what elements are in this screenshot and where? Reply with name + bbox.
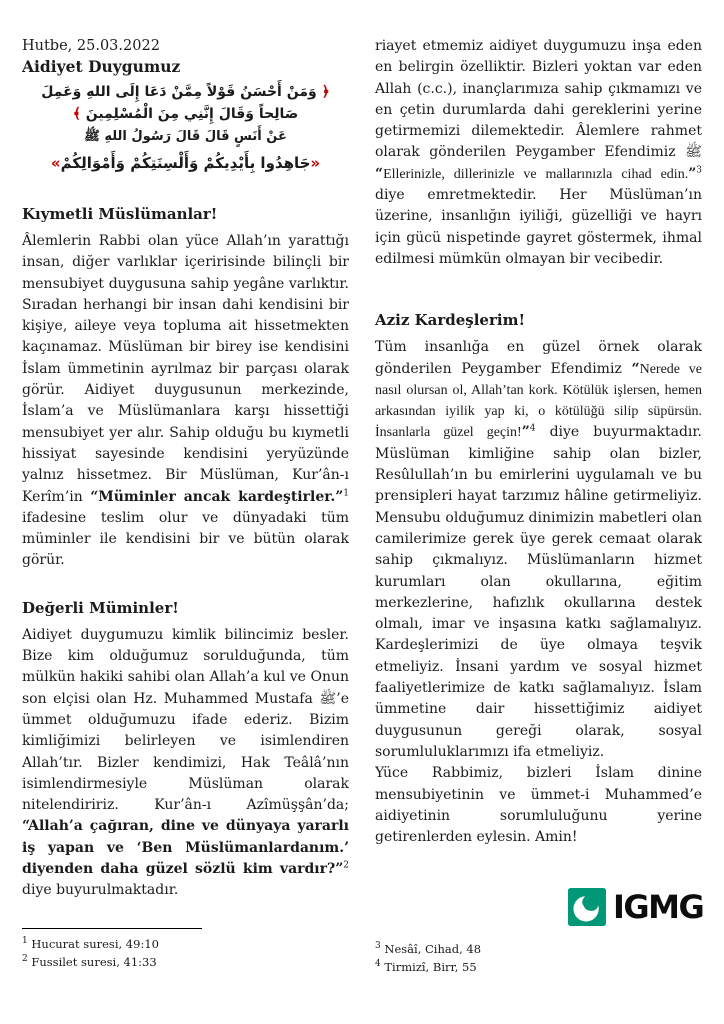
footnote-text: Nesâî, Cihad, 48 bbox=[384, 942, 482, 956]
footnote bbox=[22, 954, 202, 972]
section-paragraph: Âlemlerin Rabbi olan yüce Allah’ın yarattığı insan, diğer varlıklar içeririsinde bilinçli bir mensubiyet duygusuna sahip yegâne varlıktır. Sıradan herhangi bir insan dahi kendisini bir kişiye, aileye veya topluma ait hissetmekten kaçınamaz. Müslüman bir birey ise kendisini İslam ümmetinin ayrılmaz bir parçası olarak görür. Aidiyet duygusunun merkezinde, İslam’a ve Müslümanlara karşı hissettiği mensubiyet yer alır. Sahip olduğu bu kıymetli hissiyat sayesinde kendisini yeryüzünde yalnız hissetmez. Bir Müslüman, Kur’ân-ı Kerîm’in “Müminler ancak kardeştirler.”$^1$ ifadesine teslim olur ve dünyadaki tüm müminler ile kendisini bir ve bütün olarak görür. bbox=[22, 233, 349, 569]
arabic-quote-block bbox=[22, 81, 349, 174]
closing-prayer-paragraph: Yüce Rabbimiz, bizleri İslam dinine mensubiyetinin ve ümmet-i Muhammed’e aidiyetinin sorumluluğunu yerine getirenlerden eylesin. Amin! bbox=[375, 765, 702, 846]
continuation-paragraph: riayet etmemiz aidiyet duygumuzu inşa eden en belirgin özelliktir. Bizleri yoktan var eden Allah (c.c.), inançlarımıza sahip çıkmamızı ve en çetin durumlarda dahi gereklerini yerine getirmemizi dilemektedir. Âlemlere rahmet olarak gönderilen Peygamber Efendimiz ﷺ “Ellerinizle, dillerinizle ve mallarınızla cihad edin.”$^3$ diye emretmektedir. Her Müslüman’ın üzerine, insanlığın iyiliği, güzelliği ve hayrı için gücü nispetinde gayret göstermek, ihmal edilmesi mümkün olmayan bir vecibedir. bbox=[375, 38, 702, 267]
verse-bracket-open-icon: ﴿ bbox=[316, 84, 330, 100]
footnote-text: Fussilet suresi, 41:33 bbox=[31, 954, 157, 969]
igmg-crescent-icon bbox=[568, 888, 606, 926]
igmg-wordmark: IGMG bbox=[613, 888, 704, 926]
footnote-text: Hucurat suresi, 49:10 bbox=[31, 937, 159, 951]
section-kiymetli-muslumanlar bbox=[22, 204, 349, 572]
footnote bbox=[375, 941, 481, 959]
arabic-verse-text: وَمَنْ أَحْسَنُ قَوْلاً مِمَّنْ دَعَا إِلَى اللهِ وَعَمِلَ صَالِحاً وَقَالَ إِنَّنِي مِنَ الْمُسْلِمِينَ bbox=[41, 84, 317, 122]
section-heading: Aziz Kardeşlerim! bbox=[375, 311, 526, 330]
footnotes-left bbox=[22, 928, 202, 971]
footnote-marker: 1 bbox=[22, 936, 28, 947]
footnote bbox=[22, 936, 202, 954]
arabic-hadith-text: جَاهِدُوا بِأَيْدِيكُمْ وَأَلْسِنَتِكُمْ وَأَمْوَالِكُمْ bbox=[60, 154, 311, 172]
arabic-verse bbox=[22, 81, 349, 125]
section-heading: Kıymetli Müslümanlar! bbox=[22, 205, 218, 223]
arabic-hadith bbox=[22, 152, 349, 174]
date-line: Hutbe, 25.03.2022 bbox=[22, 38, 160, 54]
doc-header bbox=[22, 36, 349, 77]
page-title: Aidiyet Duygumuz bbox=[22, 57, 181, 76]
section-paragraph: Aidiyet duygumuzu kimlik bilincimiz besler. Bize kim olduğumuz sorulduğunda, tüm mülkün hakiki sahibi olan Allah’a kul ve Onun son elçisi olan Hz. Muhammed Mustafa ﷺ’e ümmet olduğumuzu ifade ederiz. Bizim kimliğimizi belirleyen ve isimlendiren Allah’tır. Bizler kendimizi, Hak Teâlâ’nın isimlendirmesiyle Müslüman olarak nitelendiririz. Kur’ân-ı Azîmüşşân’da; “Allah’a çağıran, dine ve dünyaya yararlı iş yapan ve ‘Ben Müslümanlardanım.’ diyenden daha güzel sözlü kim vardır?”$^2$ diye buyurulmaktadır. bbox=[22, 626, 349, 899]
hadith-guillemet-close-icon: » bbox=[50, 154, 61, 172]
igmg-logo bbox=[568, 888, 703, 926]
hadith-guillemet-open-icon: « bbox=[310, 154, 321, 172]
footnote bbox=[375, 959, 481, 977]
arabic-narration: عَنْ أَنَسٍ قَالَ قَالَ رَسُولُ اللهِ ﷺ bbox=[84, 129, 287, 144]
section-paragraph: Tüm insanlığa en güzel örnek olarak gönderilen Peygamber Efendimiz “Nerede ve nasıl olursan ol, Allah’tan kork. Kötülük işlersen, hemen arkasından iyilik yap ki, o kötülüğü silip süpürsün. İnsanlarla güzel geçin!”$^4$ diye buyurmaktadır. Müslüman kimliğine sahip olan bizler, Resûlullah’ın bu emirlerini uygulamalı ve bu prensipleri hayat tarzımız hâline getirmeliyiz. Mensubu olduğumuz dinimizin mabetleri olan camilerimize gerek üye gerek cemaat olarak sahip çıkmalıyız. Müslümanların hizmet kurumları olan okullarına, eğitim merkezlerine, hafızlık okullarına destek olmalı, imar ve inşasına katkı sağlamalıyız. Kardeşlerimizi de üye olmaya teşvik etmeliyiz. İnsani yardım ve sosyal hizmet faaliyetlerimize de katkı sağlamalıyız. İslam ümmetine dair hissettiğimiz aidiyet duygusunun gereği olarak, sosyal sorumluluklarımızı ifa etmeliyiz. bbox=[375, 339, 702, 760]
footnotes-right bbox=[375, 941, 481, 976]
section-degerli-muminler bbox=[22, 598, 349, 902]
left-column bbox=[22, 36, 349, 916]
footnote-text: Tirmizî, Birr, 55 bbox=[384, 959, 477, 974]
section-heading: Değerli Müminler! bbox=[22, 598, 179, 617]
footnote-separator bbox=[22, 928, 202, 929]
footnote-marker: 3 bbox=[375, 941, 381, 952]
footnote-marker: 2 bbox=[22, 953, 28, 964]
section-aziz-kardeslerim bbox=[375, 310, 702, 763]
right-column bbox=[375, 36, 702, 876]
verse-bracket-close-icon: ﴾ bbox=[72, 106, 86, 122]
footnote-marker: 4 bbox=[375, 958, 381, 969]
